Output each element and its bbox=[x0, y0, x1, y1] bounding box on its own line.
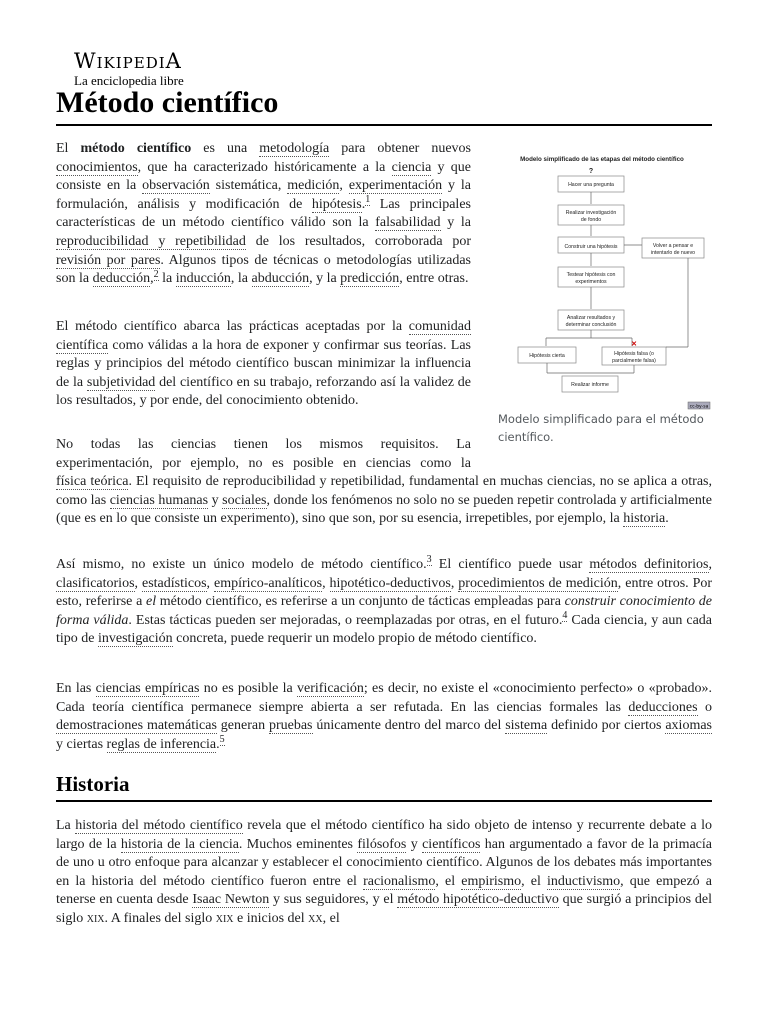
link-reglas[interactable]: reglas de inferencia bbox=[106, 736, 217, 752]
link-empirico[interactable]: empírico-analíticos bbox=[213, 575, 323, 591]
link-demostraciones[interactable]: demostraciones matemáticas bbox=[56, 718, 217, 734]
link-reproducibilidad[interactable]: reproducibilidad y repetibilidad bbox=[56, 233, 246, 249]
link-ciencias-empiricas[interactable]: ciencias empíricas bbox=[95, 681, 200, 696]
logo-wordmark: WikipediA bbox=[74, 49, 182, 73]
link-verificacion[interactable]: verificación bbox=[297, 681, 364, 696]
link-historia[interactable]: historia bbox=[623, 511, 666, 527]
logo-tagline: La enciclopedia libre bbox=[74, 73, 184, 88]
link-revision[interactable]: revisión por pares bbox=[56, 252, 161, 268]
question-icon: ? bbox=[588, 168, 594, 175]
link-subjetividad[interactable]: subjetividad bbox=[86, 374, 156, 390]
link-comunidad[interactable]: comunidad científica bbox=[56, 319, 471, 353]
step-5a: Analizar resultados y bbox=[566, 315, 616, 321]
link-experimentacion[interactable]: experimentación bbox=[348, 178, 443, 194]
step-3: Construir una hipótesis bbox=[564, 244, 618, 250]
link-metodo-hd[interactable]: método hipotético-deductivo bbox=[397, 892, 559, 908]
ref-2[interactable]: 2 bbox=[153, 268, 159, 280]
link-sociales[interactable]: sociales bbox=[222, 492, 267, 508]
link-pruebas[interactable]: pruebas bbox=[268, 718, 313, 734]
link-clasificatorios[interactable]: clasificatorios bbox=[56, 575, 135, 591]
cross-icon: ✕ bbox=[631, 341, 637, 348]
paragraph-historia: La historia del método científico revela que el método científico ha sido objeto de intenso y recurrente debate a lo largo de la historia de la ciencia. Muchos eminentes filósofos y científicos han argumentado a favor de la primacía de uno u otro enfoque para alcanzar y establecer el conocimiento científico. Algunos de los debates más importantes en la historia del método científico fueron entre el racionalismo, el empirismo, el inductivismo, que empezó a tenerse en cuenta desde Isaac Newton y sus seguidores, y el método hipotético-deductivo que surgió a principios del siglo xix. A finales del siglo xix e inicios del xx, el bbox=[56, 818, 713, 926]
link-ciencia[interactable]: ciencia bbox=[391, 159, 432, 175]
section-divider bbox=[56, 800, 712, 802]
step-2a: Realizar investigación bbox=[565, 210, 617, 216]
section-heading-historia: Historia bbox=[56, 772, 130, 796]
step-retry-b: intentarlo de nuevo bbox=[650, 250, 696, 256]
step-false-a: Hipótesis falsa (o bbox=[614, 351, 654, 357]
link-investigacion[interactable]: investigación bbox=[98, 631, 173, 647]
link-estadisticos[interactable]: estadísticos bbox=[141, 575, 207, 591]
step-5b: determinar conclusión bbox=[565, 322, 617, 328]
step-retry-a: Volver a pensar e bbox=[652, 243, 694, 249]
ref-5[interactable]: 5 bbox=[219, 734, 225, 746]
link-cientificos[interactable]: científicos bbox=[422, 836, 481, 852]
link-historia-metodo[interactable]: historia del método científico bbox=[75, 818, 243, 833]
flowchart-svg bbox=[498, 152, 712, 410]
step-2b: de fondo bbox=[580, 217, 602, 223]
link-conocimientos[interactable]: conocimientos bbox=[56, 159, 138, 175]
link-empirismo[interactable]: empirismo bbox=[461, 873, 522, 889]
title-divider bbox=[56, 124, 712, 126]
link-axiomas[interactable]: axiomas bbox=[665, 718, 712, 734]
link-filosofos[interactable]: filósofos bbox=[357, 836, 407, 852]
link-procedimientos[interactable]: procedimientos de medición bbox=[458, 575, 618, 591]
link-deduccion[interactable]: deducción bbox=[92, 271, 151, 287]
step-true: Hipótesis cierta bbox=[529, 353, 565, 359]
step-false-b: parcialmente falsa) bbox=[612, 358, 656, 364]
link-hipotesis[interactable]: hipótesis bbox=[311, 196, 362, 212]
link-observacion[interactable]: observación bbox=[142, 178, 210, 194]
ref-1[interactable]: 1 bbox=[365, 194, 371, 206]
link-historia-ciencia[interactable]: historia de la ciencia bbox=[120, 836, 239, 852]
link-ciencias-humanas[interactable]: ciencias humanas bbox=[109, 492, 209, 508]
link-falsabilidad[interactable]: falsabilidad bbox=[375, 215, 441, 231]
paragraph-5: En las ciencias empíricas no es posible la verificación; es decir, no existe el «conocimiento perfecto» o «probado». Cada teoría científica permanece siempre abierta a ser refutada. En las ciencias formales las deducciones o demostraciones matemáticas generan pruebas únicamente dentro del marco del sistema definido por ciertos axiomas y ciertas reglas de inferencia.$^5$ bbox=[56, 681, 713, 752]
link-inductivismo[interactable]: inductivismo bbox=[547, 873, 621, 889]
paragraph-3: No todas las ciencias tienen los mismos requisitos. La experimentación, por ejemplo, no es posible en ciencias como la física teórica. El requisito de reproducibilidad y repetibilidad, fundamental en muchas ciencias, no se aplica a otras, como las ciencias humanas y sociales, donde los fenómenos no solo no se pueden repetir controlada y artificialmente (que es en lo que consiste un experimento), sino que son, por su esencia, irrepetibles, por ejemplo, la historia. bbox=[56, 437, 712, 527]
ref-3[interactable]: 3 bbox=[426, 554, 432, 566]
link-sistema[interactable]: sistema bbox=[505, 718, 548, 734]
link-definitorios[interactable]: métodos definitorios bbox=[589, 557, 709, 572]
step-1: Hacer una pregunta bbox=[568, 182, 614, 188]
paragraph-intro: El método científico es una metodología para obtener nuevos conocimientos, que ha caracterizado históricamente a la ciencia y que consiste en la observación sistemática, medición, experimentación y la formulación, análisis y modificación de hipótesis.$^1$ Las principales características de un método científico válido son la falsabilidad y la reproducibilidad y repetibilidad de los resultados, corroborada por revisión por pares. Algunos tipos de técnicas o metodologías utilizadas son la deducción,$^2$ la inducción, la abducción, y la predicción, entre otras. bbox=[56, 141, 472, 287]
step-4a: Testear hipótesis con bbox=[566, 272, 616, 278]
link-medicion[interactable]: medición bbox=[287, 178, 340, 194]
figure-title: Modelo simplificado de las etapas del método científico bbox=[520, 156, 684, 163]
paragraph-2: El método científico abarca las prácticas aceptadas por la comunidad científica como válidas a la hora de exponer y confirmar sus teorías. Las reglas y principios del método científico buscan minimizar la influencia de la subjetividad del científico en su trabajo, reforzando así la validez de los resultados, y por ende, del conocimiento obtenido. bbox=[56, 319, 471, 409]
link-prediccion[interactable]: predicción bbox=[340, 271, 400, 287]
link-newton[interactable]: Isaac Newton bbox=[192, 892, 270, 908]
link-metodologia[interactable]: metodología bbox=[259, 141, 330, 156]
page-title: Método científico bbox=[56, 86, 279, 119]
link-fisica-teorica[interactable]: física teórica bbox=[56, 474, 129, 490]
flowchart-figure[interactable] bbox=[498, 152, 712, 410]
link-hipotetico[interactable]: hipotético-deductivos bbox=[329, 575, 451, 591]
figure-caption: Modelo simplificado para el método científico. bbox=[498, 412, 704, 444]
link-deducciones[interactable]: deducciones bbox=[628, 699, 698, 715]
link-induccion[interactable]: inducción bbox=[175, 271, 231, 287]
link-abduccion[interactable]: abducción bbox=[251, 271, 310, 287]
license-label: cc-by-sa bbox=[689, 404, 709, 410]
paragraph-4: Así mismo, no existe un único modelo de método científico.$^3$ El científico puede usar métodos definitorios, clasificatorios, estadísticos, empírico-analíticos, hipotético-deductivos, procedimientos de medición, entre otros. Por esto, referirse a el método científico, es referirse a un conjunto de tácticas empleadas para construir conocimiento de forma válida. Estas tácticas pueden ser mejoradas, o reemplazadas por otras, en el futuro.$^4$ Cada ciencia, y aun cada tipo de investigación concreta, puede requerir un modelo propio de método científico. bbox=[56, 554, 713, 647]
step-4b: experimentos bbox=[575, 279, 607, 285]
step-report: Realizar informe bbox=[571, 382, 609, 388]
ref-4[interactable]: 4 bbox=[562, 610, 568, 622]
link-racionalismo[interactable]: racionalismo bbox=[363, 873, 436, 889]
